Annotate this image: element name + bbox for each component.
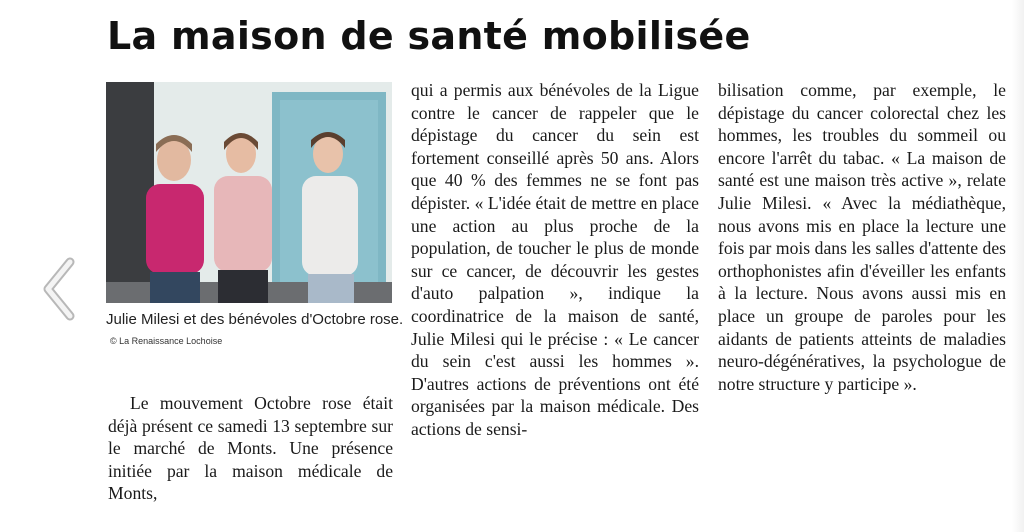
column-text: bilisation comme, par exemple, le dépistage du cancer colorectal chez les hommes, les troubles du sommeil ou encore l'arrêt du tabac. « La maison de santé est une maison très active », relate Julie Milesi. « Avec la médiathèque, nous avons mis en place la lecture une fois par mois dans les salles d'attente des orthophonistes afin d'éveiller les enfants à la lecture. Nous avons aussi mis en place un groupe de paroles pour les aidants de patients atteints de maladies neuro-dégénératives, la psychologue de notre structure y participe ».: [718, 80, 1006, 394]
caption-text: Julie Milesi et des bénévoles d'Octobre rose.: [106, 311, 404, 328]
article-column-2: [411, 79, 699, 441]
chevron-left-icon: [38, 256, 80, 322]
previous-page-button[interactable]: [38, 256, 80, 322]
photo-caption: [106, 310, 406, 351]
article-column-3: [718, 79, 1006, 395]
page-edge: [1012, 0, 1024, 532]
column-text: Le mouvement Octobre rose était déjà présent ce samedi 13 septembre sur le marché de Monts. Une présence initiée par la maison médicale de Monts,: [108, 393, 393, 504]
article-column-1: [108, 392, 393, 505]
column-text: qui a permis aux bénévoles de la Ligue contre le cancer de rappeler que le dépistage du cancer du sein est fortement conseillé après 50 ans. Alors que 40 % des femmes ne se font pas dépister. « L'idée était de mettre en place une action au plus proche de la population, de toucher le plus de monde sur ce cancer, de découvrir les gestes d'auto palpation », indique la coordinatrice de la maison de santé, Julie Milesi qui le précise : « Le cancer du sein c'est aussi les hommes ». D'autres actions de préventions ont été organisées par la maison médicale. Des actions de sensi-: [411, 80, 699, 439]
photo-credit: © La Renaissance Lochoise: [110, 336, 223, 346]
article-headline: La maison de santé mobilisée: [107, 14, 751, 58]
article-photo: [106, 82, 392, 303]
